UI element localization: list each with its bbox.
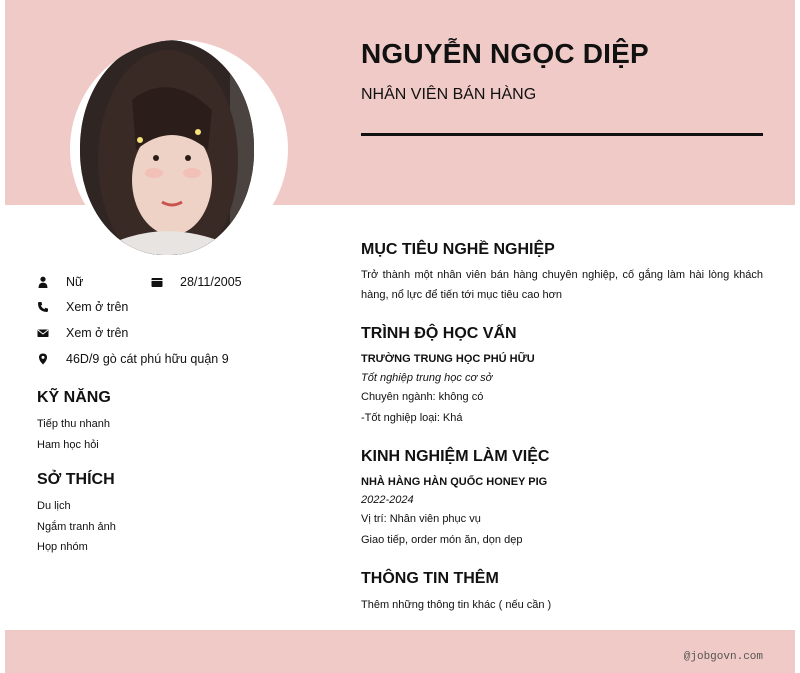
- objective-heading: MỤC TIÊU NGHỀ NGHIỆP: [361, 241, 555, 258]
- watermark: @jobgovn.com: [683, 651, 763, 663]
- work-period: 2022-2024: [361, 494, 414, 506]
- avatar-photo: [80, 40, 254, 255]
- avatar-frame: [70, 40, 288, 258]
- birthday-row: [151, 275, 242, 289]
- birthday-value: 28/11/2005: [180, 275, 242, 289]
- address-value: 46D/9 gò cát phú hữu quận 9: [66, 352, 229, 366]
- avatar: [80, 40, 254, 255]
- objective-text: Trở thành một nhân viên bán hàng chuyên nghiệp, cố gắng làm hài lòng khách hàng, nổ lực để tiến tới mục tiêu cao hơn: [361, 269, 763, 301]
- hobby-item: Họp nhóm: [37, 541, 88, 553]
- experience-heading: KINH NGHIỆM LÀM VIỆC: [361, 448, 550, 465]
- footer-band: [5, 630, 795, 673]
- work-duties: Giao tiếp, order món ăn, dọn dẹp: [361, 534, 523, 546]
- gender-value: Nữ: [66, 275, 84, 289]
- title-divider: [361, 133, 763, 136]
- additional-heading: THÔNG TIN THÊM: [361, 570, 499, 587]
- skill-item: Ham học hỏi: [37, 439, 99, 451]
- company-name: NHÀ HÀNG HÀN QUỐC HONEY PIG: [361, 476, 548, 488]
- phone-row: [37, 300, 128, 314]
- grade: -Tốt nghiệp loại: Khá: [361, 412, 463, 424]
- major: Chuyên ngành: không có: [361, 391, 484, 403]
- skills-heading: KỸ NĂNG: [37, 389, 111, 406]
- degree: Tốt nghiệp trung học cơ sở: [361, 372, 493, 384]
- gender-row: [37, 275, 83, 289]
- mail-icon: [37, 327, 49, 339]
- work-position: Vị trí: Nhân viên phục vụ: [361, 513, 481, 525]
- hobby-item: Du lịch: [37, 500, 71, 512]
- location-pin-icon: [37, 353, 49, 365]
- calendar-icon: [151, 276, 163, 288]
- school-name: TRƯỜNG TRUNG HỌC PHÚ HỮU: [361, 353, 535, 365]
- skill-item: Tiếp thu nhanh: [37, 418, 110, 430]
- job-title: NHÂN VIÊN BÁN HÀNG: [361, 86, 537, 103]
- hobbies-heading: SỞ THÍCH: [37, 471, 115, 488]
- additional-text: Thêm những thông tin khác ( nếu cần ): [361, 599, 552, 611]
- candidate-name: NGUYỄN NGỌC DIỆP: [361, 38, 649, 69]
- phone-icon: [37, 301, 49, 313]
- phone-value: Xem ở trên: [66, 300, 129, 314]
- address-row: [37, 352, 229, 366]
- email-value: Xem ở trên: [66, 326, 129, 340]
- email-row: [37, 326, 128, 340]
- hobby-item: Ngắm tranh ảnh: [37, 521, 116, 533]
- education-heading: TRÌNH ĐỘ HỌC VẤN: [361, 325, 517, 342]
- person-icon: [37, 276, 49, 288]
